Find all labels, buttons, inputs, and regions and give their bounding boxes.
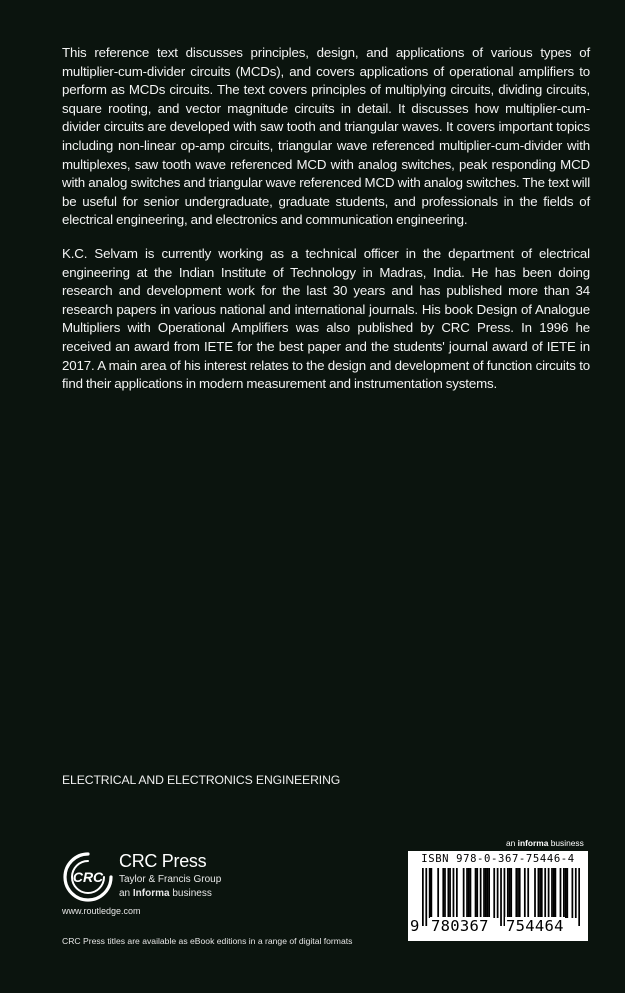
barcode-digit-group-right: 754464 (506, 917, 564, 935)
business-suffix: business (169, 888, 212, 899)
ebook-note: CRC Press titles are available as eBook editions in a range of digital formats (62, 936, 353, 946)
informa-brand: informa (517, 838, 549, 848)
subject-category: ELECTRICAL AND ELECTRONICS ENGINEERING (62, 773, 341, 787)
publisher-name: CRC Press (119, 851, 207, 871)
publisher-group: Taylor & Francis Group (119, 874, 222, 885)
publisher-business-line (119, 888, 212, 899)
barcode-digit-group-left: 780367 (431, 917, 489, 935)
informa-prefix: an (506, 838, 518, 848)
description-paragraph: This reference text discusses principles, design, and applications of various types of multiplier-cum-divider circuits (MCDs), and covers applications of operational amplifiers to perform as MCDs circuits. The text covers principles of multiplying circuits, dividing circuits, square rooting, and vector magnitude circuits in detail. It discusses how multiplier-cum-divider circuits are developed with saw tooth and triangular waves. It covers important topics including non-linear op-amp circuits, triangular wave referenced multiplier-cum-divider with multiplexes, saw tooth wave referenced MCD with analog switches, peak responding MCD with analog switches and triangular wave referenced MCD with analog switches. The text will be useful for senior undergraduate, graduate students, and professionals in the fields of electrical engineering, and electronics and communication engineering. (62, 45, 590, 228)
crc-logo-icon (62, 851, 114, 903)
informa-suffix: business (548, 838, 584, 848)
publisher-website: www.routledge.com (62, 906, 141, 916)
barcode-digits (408, 917, 588, 939)
author-bio-paragraph: K.C. Selvam is currently working as a technical officer in the department of electrical engineering at the Indian Institute of Technology in Madras, India. He has been doing research and development work for the last 30 years and has published more than 34 research papers in various national and international journals. His book Design of Analogue Multipliers with Operational Amplifiers was also published by CRC Press. In 1996 he received an award from IETE for the best paper and the students' journal award of IETE in 2017. A main area of his interest relates to the design and development of function circuits to find their applications in modern measurement and instrumentation systems. (62, 245, 590, 392)
isbn-barcode (408, 851, 588, 941)
business-prefix: an (119, 888, 133, 899)
svg-text:CRC: CRC (72, 869, 104, 885)
business-brand: Informa (132, 888, 170, 899)
book-description (62, 44, 590, 409)
isbn-text: ISBN 978-0-367-75446-4 (421, 853, 575, 865)
barcode-lead-digit: 9 (410, 917, 420, 935)
informa-tagline (506, 838, 584, 848)
